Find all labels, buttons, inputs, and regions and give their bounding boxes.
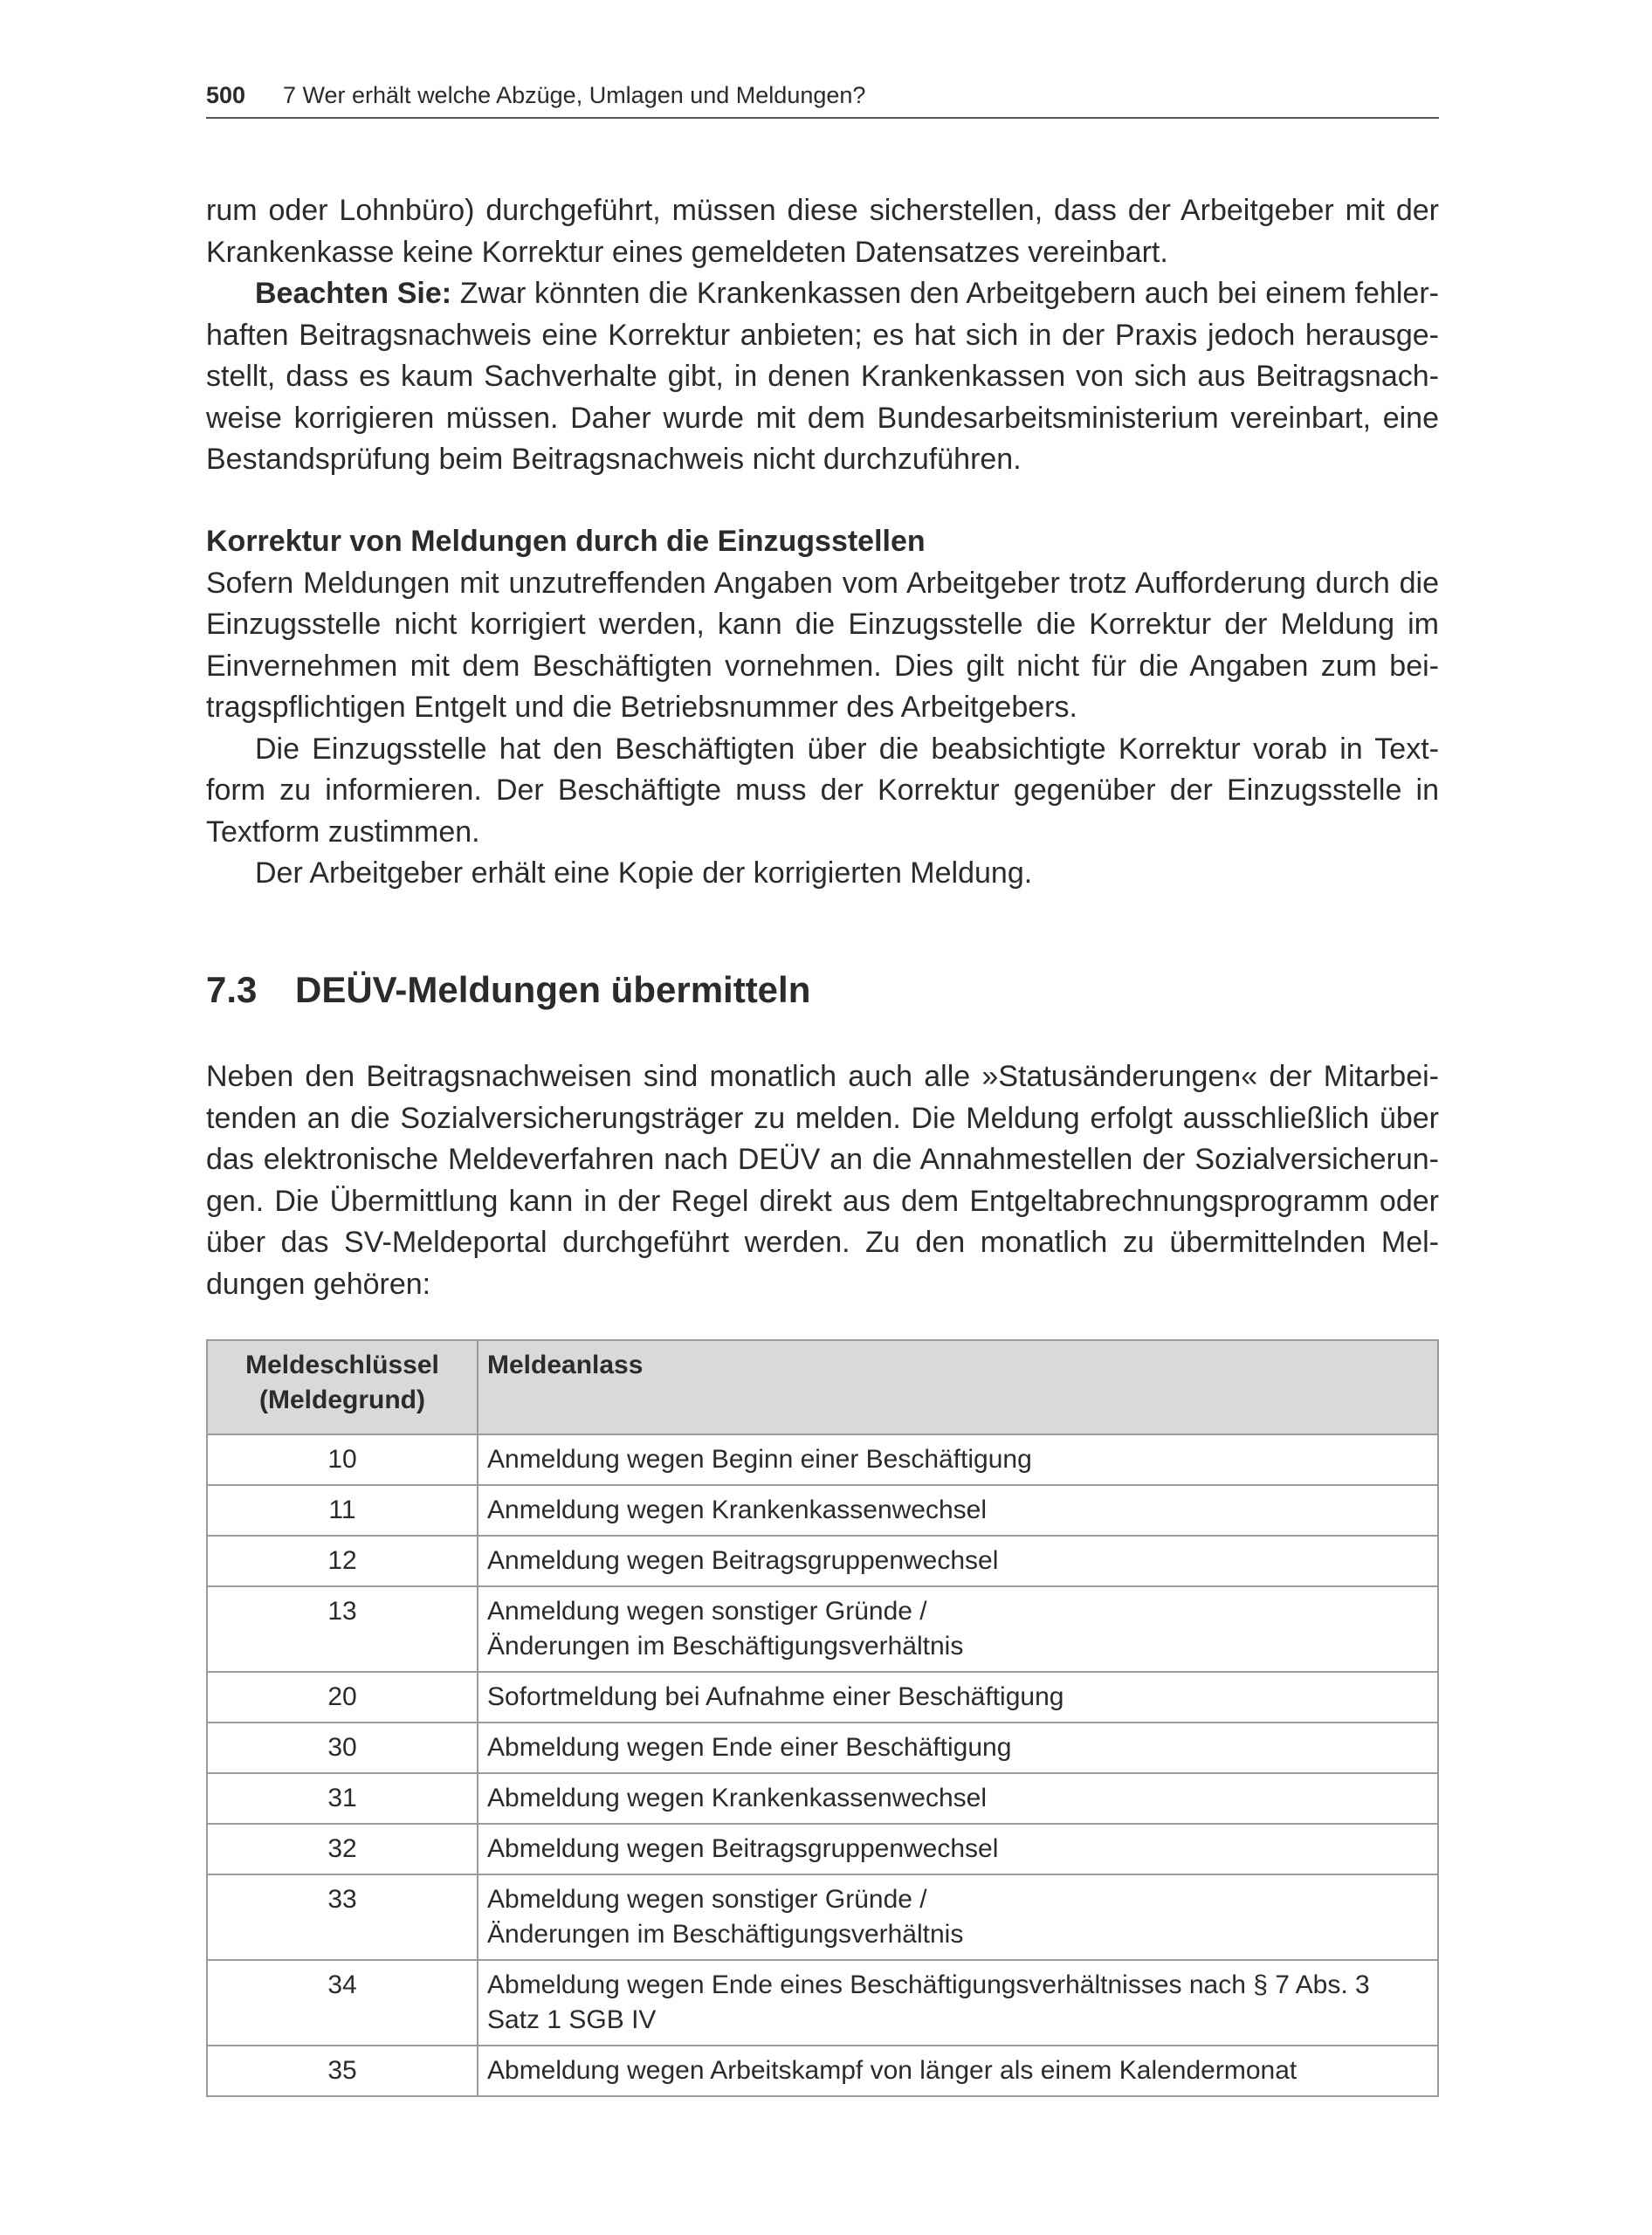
reason-cell: Abmeldung wegen Beitragsgruppenwechsel — [478, 1824, 1438, 1874]
table-row — [207, 1672, 1438, 1723]
code-cell: 12 — [207, 1536, 478, 1586]
code-cell: 11 — [207, 1485, 478, 1536]
reason-cell: Sofortmeldung bei Aufnahme einer Beschäftigung — [478, 1672, 1438, 1723]
reason-cell: Abmeldung wegen Ende eines Beschäftigungsverhältnisses nach § 7 Abs. 3 Satz 1 SGB IV — [478, 1960, 1438, 2046]
reason-cell: Abmeldung wegen Ende einer Beschäftigung — [478, 1723, 1438, 1773]
code-cell: 10 — [207, 1434, 478, 1485]
note-text: Zwar könnten die Krankenkassen den Arbeitgebern auch bei einem fehlerhaften Beitragsnachweis eine Korrektur anbieten; es hat sich in der Praxis jedoch herausgestellt, dass es kaum Sachverhalte gibt, in denen Krankenkassen von sich aus Beitragsnachweise korrigieren müssen. Daher wurde mit dem Bundesarbeitsministerium vereinbart, eine Bestandsprüfung beim Beitragsnachweis nicht durchzuführen. — [206, 277, 1439, 476]
reason-cell: Abmeldung wegen Arbeitskampf von länger als einem Kalendermonat — [478, 2046, 1438, 2096]
code-cell: 33 — [207, 1874, 478, 1960]
code-cell: 20 — [207, 1672, 478, 1723]
report-codes-table — [206, 1339, 1439, 2097]
table-header-row — [207, 1340, 1438, 1434]
table-row — [207, 1773, 1438, 1824]
column-header-reason: Meldeanlass — [478, 1340, 1438, 1434]
paragraph: rum oder Lohnbüro) durchgeführt, müssen diese sicherstellen, dass der Arbeitgeber mit der Krankenkasse keine Korrektur eines gemeldeten Datensatzes vereinbart. — [206, 194, 1439, 269]
paragraph: Der Arbeitgeber erhält eine Kopie der korrigierten Meldung. — [255, 856, 1033, 890]
table-row — [207, 1586, 1438, 1672]
code-cell: 13 — [207, 1586, 478, 1672]
paragraph: Die Einzugsstelle hat den Beschäftigten über die beabsichtigte Korrektur vorab in Textform zu informieren. Der Beschäftigte muss der Korrektur gegenüber der Einzugsstelle in Textform zustimmen. — [206, 732, 1439, 849]
chapter-title: 7 Wer erhält welche Abzüge, Umlagen und Meldungen? — [283, 82, 866, 108]
code-cell: 30 — [207, 1723, 478, 1773]
table-row — [207, 1723, 1438, 1773]
table-row — [207, 1960, 1438, 2046]
section-number: 7.3 — [206, 969, 258, 1010]
reason-cell: Abmeldung wegen Krankenkassenwechsel — [478, 1773, 1438, 1824]
table-row — [207, 1824, 1438, 1874]
reason-cell: Abmeldung wegen sonstiger Gründe / Änderungen im Beschäftigungsverhältnis — [478, 1874, 1438, 1960]
paragraph: Sofern Meldungen mit unzutreffenden Angaben vom Arbeitgeber trotz Aufforderung durch die Einzugsstelle nicht korrigiert werden, kann die Einzugsstelle die Korrektur der Meldung im Einvernehmen mit dem Beschäftigten vornehmen. Dies gilt nicht für die Angaben zum beitragspflichtigen Entgelt und die Betriebsnummer des Arbeitgebers. — [206, 566, 1439, 724]
reason-cell: Anmeldung wegen sonstiger Gründe / Änderungen im Beschäftigungsverhältnis — [478, 1586, 1438, 1672]
code-cell: 34 — [207, 1960, 478, 2046]
correction-section — [206, 521, 1439, 895]
reason-cell: Anmeldung wegen Krankenkassenwechsel — [478, 1485, 1438, 1536]
column-header-code: Meldeschlüssel (Meldegrund) — [207, 1340, 478, 1434]
section-intro — [206, 1056, 1439, 1305]
intro-paragraphs — [206, 190, 1439, 481]
code-cell: 35 — [207, 2046, 478, 2096]
section-heading — [206, 969, 810, 1011]
table-row — [207, 1536, 1438, 1586]
running-header — [206, 79, 1439, 119]
table-row — [207, 1485, 1438, 1536]
table-row — [207, 2046, 1438, 2096]
note-paragraph — [206, 273, 1439, 481]
table-row — [207, 1874, 1438, 1960]
paragraph: Neben den Beitragsnachweisen sind monatlich auch alle »Statusänderungen« der Mitarbeitenden an die Sozialversicherungsträger zu melden. Die Meldung erfolgt ausschließlich über das elektronische Meldeverfahren nach DEÜV an die Annahmestellen der Sozialversicherungen. Die Übermittlung kann in der Regel direkt aus dem Entgeltabrechnungsprogramm oder über das SV-Meldeportal durchgeführt werden. Zu den monatlich zu übermittelnden Meldungen gehören: — [206, 1060, 1439, 1301]
section-title: DEÜV-Meldungen übermitteln — [295, 969, 811, 1010]
code-cell: 32 — [207, 1824, 478, 1874]
code-cell: 31 — [207, 1773, 478, 1824]
subheading: Korrektur von Meldungen durch die Einzugsstellen — [206, 525, 926, 558]
page-number: 500 — [206, 82, 246, 108]
reason-cell: Anmeldung wegen Beitragsgruppenwechsel — [478, 1536, 1438, 1586]
reason-cell: Anmeldung wegen Beginn einer Beschäftigung — [478, 1434, 1438, 1485]
table-row — [207, 1434, 1438, 1485]
note-label: Beachten Sie: — [255, 277, 452, 310]
